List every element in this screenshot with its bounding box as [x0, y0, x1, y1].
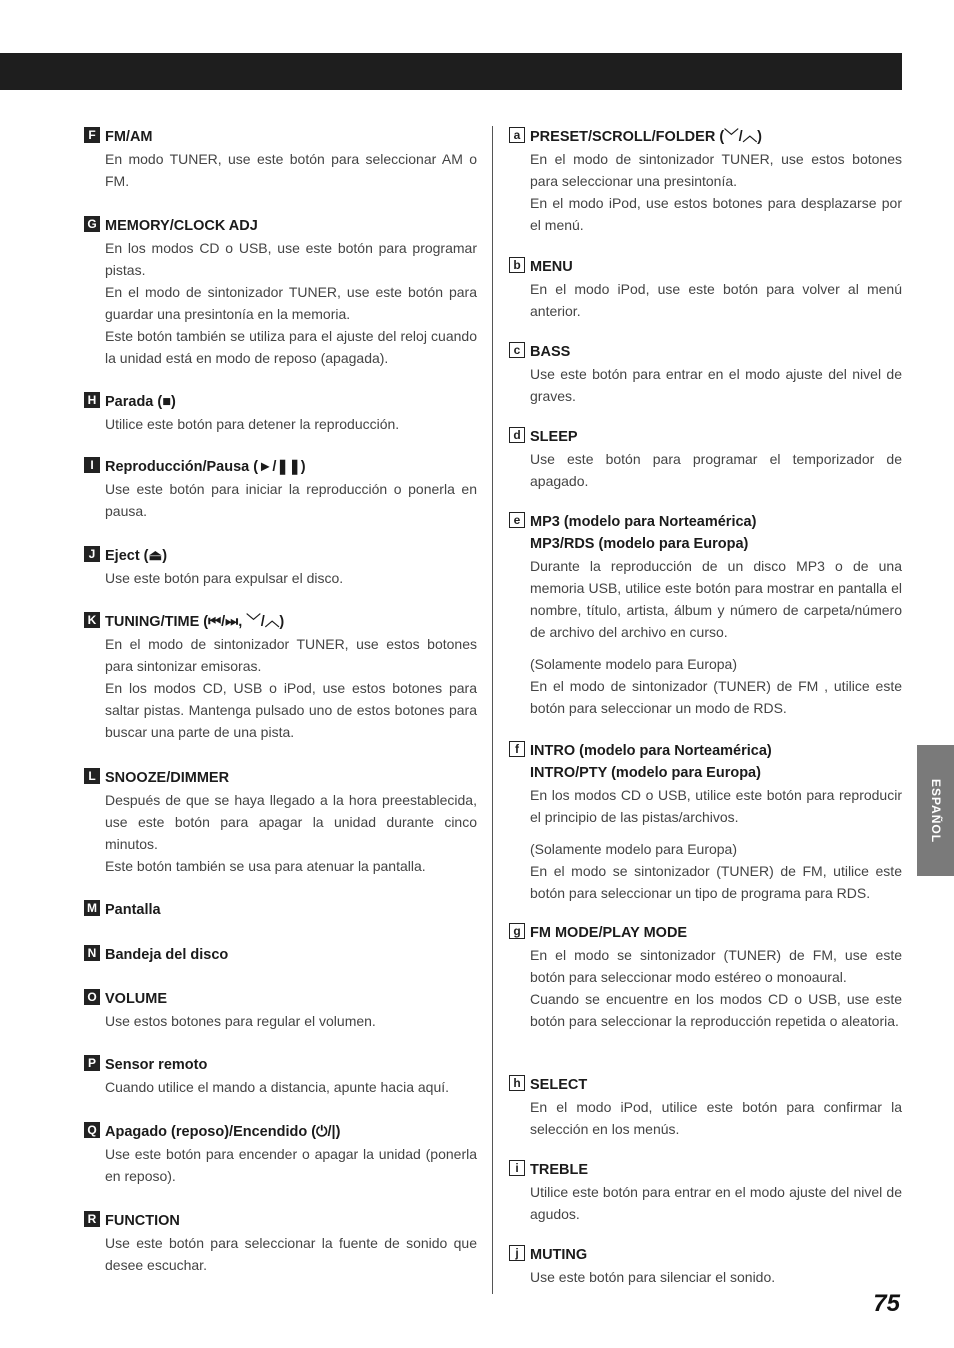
- entry-title: Apagado (reposo)/Encendido (⏻/|): [105, 1124, 341, 1140]
- entry-paragraph: (Solamente modelo para Europa): [530, 841, 738, 857]
- entry-body: [509, 555, 902, 719]
- entry-heading: [509, 426, 902, 448]
- entry-paragraph: Utilice este botón para detener la reproducción.: [105, 416, 400, 432]
- entry-heading: [84, 1054, 477, 1076]
- entry-letter-badge: G: [84, 216, 100, 232]
- entry-body: [84, 478, 477, 522]
- entry-letter-badge: h: [509, 1075, 525, 1091]
- entry-F: [84, 126, 477, 192]
- entry-I: [84, 456, 477, 522]
- entry-heading: [84, 215, 477, 237]
- entry-paragraph: Use este botón para expulsar el disco.: [105, 570, 344, 586]
- entry-body: [84, 567, 477, 589]
- entry-heading: [509, 511, 902, 555]
- entry-heading: [84, 611, 477, 633]
- entry-heading: [509, 256, 902, 278]
- entry-letter-badge: f: [509, 741, 525, 757]
- entry-title: Parada (■): [105, 394, 176, 410]
- entry-paragraph: Este botón también se usa para atenuar la pantalla.: [105, 858, 426, 874]
- language-tab: [917, 745, 954, 876]
- entry-paragraph: En el modo iPod, use estos botones para desplazarse por el menú.: [530, 195, 902, 233]
- entry-title: SLEEP: [530, 429, 578, 445]
- entry-letter-badge: P: [84, 1055, 100, 1071]
- entry-body: [84, 237, 477, 369]
- entry-body: [509, 944, 902, 1032]
- entry-letter-badge: i: [509, 1160, 525, 1176]
- entry-body: [509, 784, 902, 904]
- entry-body: [509, 1266, 902, 1288]
- entry-paragraph: Use este botón para seleccionar la fuente de sonido que desee escuchar.: [105, 1235, 477, 1273]
- entry-K: [84, 611, 477, 743]
- entry-letter-badge: c: [509, 342, 525, 358]
- entry-letter-badge: b: [509, 257, 525, 273]
- entry-paragraph: En el modo de sintonizador (TUNER) de FM , utilice este botón para seleccionar un modo de RDS.: [530, 678, 902, 716]
- entry-paragraph: Durante la reproducción de un disco MP3 o de una memoria USB, utilice este botón para mostrar en pantalla el nombre, título, artista, álbum y número de carpeta/número de archivo del archivo en curso.: [530, 558, 902, 640]
- entry-O: [84, 988, 477, 1032]
- entry-letter-badge: I: [84, 457, 100, 473]
- entry-letter-badge: R: [84, 1211, 100, 1227]
- entry-paragraph: En el modo se sintonizador (TUNER) de FM, use este botón para seleccionar modo estéreo o monoaural.: [530, 947, 902, 985]
- entry-N: [84, 944, 477, 966]
- entry-body: [84, 413, 477, 435]
- entry-letter-badge: J: [84, 546, 100, 562]
- entry-title: SELECT: [530, 1077, 588, 1093]
- entry-d: [509, 426, 902, 492]
- entry-letter-badge: H: [84, 392, 100, 408]
- entry-title: Bandeja del disco: [105, 947, 229, 963]
- entry-title: Reproducción/Pausa (►/❚❚): [105, 459, 306, 475]
- entry-letter-badge: d: [509, 427, 525, 443]
- entry-heading: [509, 1159, 902, 1181]
- entry-letter-badge: a: [509, 127, 525, 143]
- entry-body: [84, 1076, 477, 1098]
- entry-J: [84, 545, 477, 589]
- entry-heading: [84, 1121, 477, 1143]
- entry-paragraph: En modo TUNER, use este botón para seleccionar AM o FM.: [105, 151, 477, 189]
- entry-body: [84, 148, 477, 192]
- entry-heading: [509, 126, 902, 148]
- language-tab-label: ESPAÑOL: [928, 778, 943, 843]
- entry-f: [509, 740, 902, 904]
- entry-a: [509, 126, 902, 236]
- entry-body: [509, 363, 902, 407]
- entry-subtitle: MP3/RDS (modelo para Europa): [530, 536, 749, 552]
- entry-paragraph: Cuando utilice el mando a distancia, apunte hacia aquí.: [105, 1079, 450, 1095]
- entry-M: [84, 899, 477, 921]
- entry-title: PRESET/SCROLL/FOLDER (﹀/︿): [530, 129, 762, 145]
- entry-title: VOLUME: [105, 991, 168, 1007]
- entry-letter-badge: L: [84, 768, 100, 784]
- entry-paragraph: En el modo de sintonizador TUNER, use este botón para guardar una presintonía en la memoria.: [105, 284, 477, 322]
- entry-title: MEMORY/CLOCK ADJ: [105, 218, 258, 234]
- entry-title: TUNING/TIME (⏮/⏭, ﹀/︿): [105, 614, 285, 630]
- entry-heading: [84, 1210, 477, 1232]
- entry-title: FUNCTION: [105, 1213, 180, 1229]
- entry-letter-badge: e: [509, 512, 525, 528]
- entry-heading: [84, 545, 477, 567]
- entry-G: [84, 215, 477, 369]
- entry-heading: [509, 1244, 902, 1266]
- entry-subtitle: INTRO/PTY (modelo para Europa): [530, 765, 761, 781]
- entry-paragraph: Use este botón para entrar en el modo ajuste del nivel de graves.: [530, 366, 902, 404]
- entry-j: [509, 1244, 902, 1288]
- entry-title: FM/AM: [105, 129, 153, 145]
- entry-c: [509, 341, 902, 407]
- column-divider: [492, 126, 493, 1294]
- entry-paragraph: En los modos CD o USB, use este botón para programar pistas.: [105, 240, 477, 278]
- entry-title: Pantalla: [105, 902, 161, 918]
- entry-title: MUTING: [530, 1247, 588, 1263]
- entry-paragraph: Después de que se haya llegado a la hora preestablecida, use este botón para apagar la unidad durante cinco minutos.: [105, 792, 477, 852]
- entry-paragraph: (Solamente modelo para Europa): [530, 656, 738, 672]
- entry-title: MENU: [530, 259, 573, 275]
- entry-paragraph: Use estos botones para regular el volumen.: [105, 1013, 376, 1029]
- entry-heading: [509, 341, 902, 363]
- entry-letter-badge: j: [509, 1245, 525, 1261]
- page-number: 75: [873, 1290, 900, 1317]
- entry-heading: [84, 456, 477, 478]
- entry-heading: [84, 944, 477, 966]
- entry-letter-badge: F: [84, 127, 100, 143]
- entry-letter-badge: N: [84, 945, 100, 961]
- entry-paragraph: En el modo iPod, use este botón para volver al menú anterior.: [530, 281, 902, 319]
- entry-P: [84, 1054, 477, 1098]
- entry-letter-badge: g: [509, 923, 525, 939]
- entry-title: MP3 (modelo para Norteamérica): [530, 514, 757, 530]
- entry-letter-badge: K: [84, 612, 100, 628]
- entry-heading: [84, 126, 477, 148]
- entry-L: [84, 767, 477, 877]
- entry-g: [509, 922, 902, 1032]
- entry-heading: [84, 899, 477, 921]
- entry-Q: [84, 1121, 477, 1187]
- entry-body: [509, 148, 902, 236]
- entry-h: [509, 1074, 902, 1140]
- entry-paragraph: Cuando se encuentre en los modos CD o USB, use este botón para seleccionar la reproducción repetida o aleatoria.: [530, 991, 902, 1029]
- entry-letter-badge: M: [84, 900, 100, 916]
- entry-title: TREBLE: [530, 1162, 588, 1178]
- entry-H: [84, 391, 477, 435]
- entry-letter-badge: O: [84, 989, 100, 1005]
- entry-body: [509, 278, 902, 322]
- entry-b: [509, 256, 902, 322]
- entry-title: Sensor remoto: [105, 1057, 208, 1073]
- entry-i: [509, 1159, 902, 1225]
- entry-paragraph: En los modos CD o USB, utilice este botón para reproducir el principio de las pistas/archivos.: [530, 787, 902, 825]
- entry-paragraph: En el modo de sintonizador TUNER, use estos botones para sintonizar emisoras.: [105, 636, 477, 674]
- entry-heading: [84, 391, 477, 413]
- entry-paragraph: En el modo de sintonizador TUNER, use estos botones para seleccionar una presintonía.: [530, 151, 902, 189]
- entry-title: FM MODE/PLAY MODE: [530, 925, 688, 941]
- entry-title: Eject (⏏): [105, 548, 168, 564]
- entry-letter-badge: Q: [84, 1122, 100, 1138]
- entry-paragraph: En los modos CD, USB o iPod, use estos botones para saltar pistas. Mantenga pulsado uno de estos botones para buscar una parte de una pista.: [105, 680, 477, 740]
- entry-paragraph: Este botón también se utiliza para el ajuste del reloj cuando la unidad está en modo de reposo (apagada).: [105, 328, 477, 366]
- entry-paragraph: Utilice este botón para entrar en el modo ajuste del nivel de agudos.: [530, 1184, 902, 1222]
- entry-body: [84, 1010, 477, 1032]
- entry-body: [509, 448, 902, 492]
- entry-paragraph: Use este botón para programar el temporizador de apagado.: [530, 451, 902, 489]
- entry-heading: [84, 988, 477, 1010]
- entry-heading: [509, 740, 902, 784]
- entry-body: [84, 633, 477, 743]
- entry-paragraph: Use este botón para silenciar el sonido.: [530, 1269, 776, 1285]
- header-bar: [0, 53, 902, 90]
- entry-body: [84, 789, 477, 877]
- entry-body: [509, 1181, 902, 1225]
- entry-title: BASS: [530, 344, 571, 360]
- entry-paragraph: Use este botón para encender o apagar la unidad (ponerla en reposo).: [105, 1146, 477, 1184]
- entry-title: INTRO (modelo para Norteamérica): [530, 743, 772, 759]
- entry-body: [84, 1143, 477, 1187]
- entry-body: [509, 1096, 902, 1140]
- entry-paragraph: En el modo se sintonizador (TUNER) de FM, utilice este botón para seleccionar un tipo de programa para RDS.: [530, 863, 902, 901]
- entry-heading: [509, 922, 902, 944]
- entry-paragraph: En el modo iPod, utilice este botón para confirmar la selección en los menús.: [530, 1099, 902, 1137]
- entry-paragraph: Use este botón para iniciar la reproducción o ponerla en pausa.: [105, 481, 477, 519]
- entry-body: [84, 1232, 477, 1276]
- entry-title: SNOOZE/DIMMER: [105, 770, 230, 786]
- entry-e: [509, 511, 902, 719]
- entry-R: [84, 1210, 477, 1276]
- entry-heading: [84, 767, 477, 789]
- entry-heading: [509, 1074, 902, 1096]
